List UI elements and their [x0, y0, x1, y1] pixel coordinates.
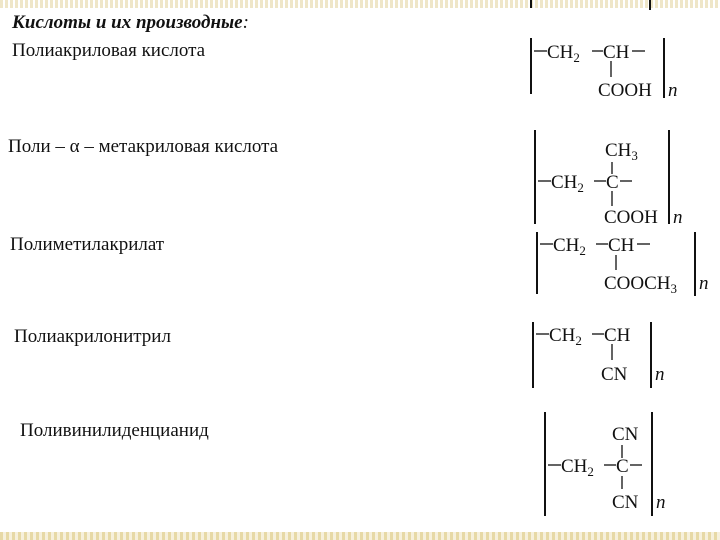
chain-group-2: C [606, 172, 619, 193]
heading-colon: : [242, 12, 249, 33]
chain-group-2: CH [604, 325, 631, 346]
polymer-name-polyacrylic-acid: Полиакриловая кислота [12, 40, 206, 61]
repeat-index-n: n [668, 80, 678, 101]
chain-group-1: $CH_2$ [551, 172, 584, 195]
formula-poly-alpha-methacrylic-acid [535, 130, 683, 228]
chain-group-1: $CH_2$ [547, 42, 580, 65]
repeat-index-n: n [699, 273, 709, 294]
chain-group-2: CH [603, 42, 630, 63]
chain-group-2: CH [608, 235, 635, 256]
alpha-symbol: α [69, 136, 80, 157]
formula-polyacrylonitrile [533, 322, 665, 388]
formula-polyvinylidene-cyanide [545, 412, 666, 516]
polymer-name-polyvinylidene-cyanide: Поливинилиденцианид [20, 420, 209, 441]
chain-group-1: $CH_2$ [553, 235, 586, 258]
repeat-index-n: n [655, 364, 665, 385]
polymer-name-polyacrylonitrile: Полиакрилонитрил [14, 326, 171, 347]
side-group-top: $CH_3$ [605, 140, 638, 163]
label-suffix: – метакриловая кислота [79, 136, 279, 157]
label-prefix: Поли – [8, 136, 70, 157]
heading-text: Кислоты и их производные [12, 12, 243, 33]
side-group-bottom: COOH [604, 207, 658, 228]
side-group-bottom: COOH [598, 80, 652, 101]
chain-group-1: $CH_2$ [561, 456, 594, 479]
side-group-top: CN [612, 424, 639, 445]
repeat-index-n: n [656, 492, 666, 513]
side-group-bottom: CN [601, 364, 628, 385]
bottom-decorative-stripe [0, 532, 720, 540]
formula-polymethylacrylate [537, 232, 709, 296]
chain-group-2: C [616, 456, 629, 477]
polymer-name-polymethylacrylate: Полиметилакрилат [10, 234, 165, 255]
side-group-bottom: CN [612, 492, 639, 513]
side-group-bottom: $COOCH_3$ [604, 273, 678, 296]
repeat-index-n: n [673, 207, 683, 228]
chain-group-1: $CH_2$ [549, 325, 582, 348]
formula-polyacrylic-acid [531, 38, 678, 101]
